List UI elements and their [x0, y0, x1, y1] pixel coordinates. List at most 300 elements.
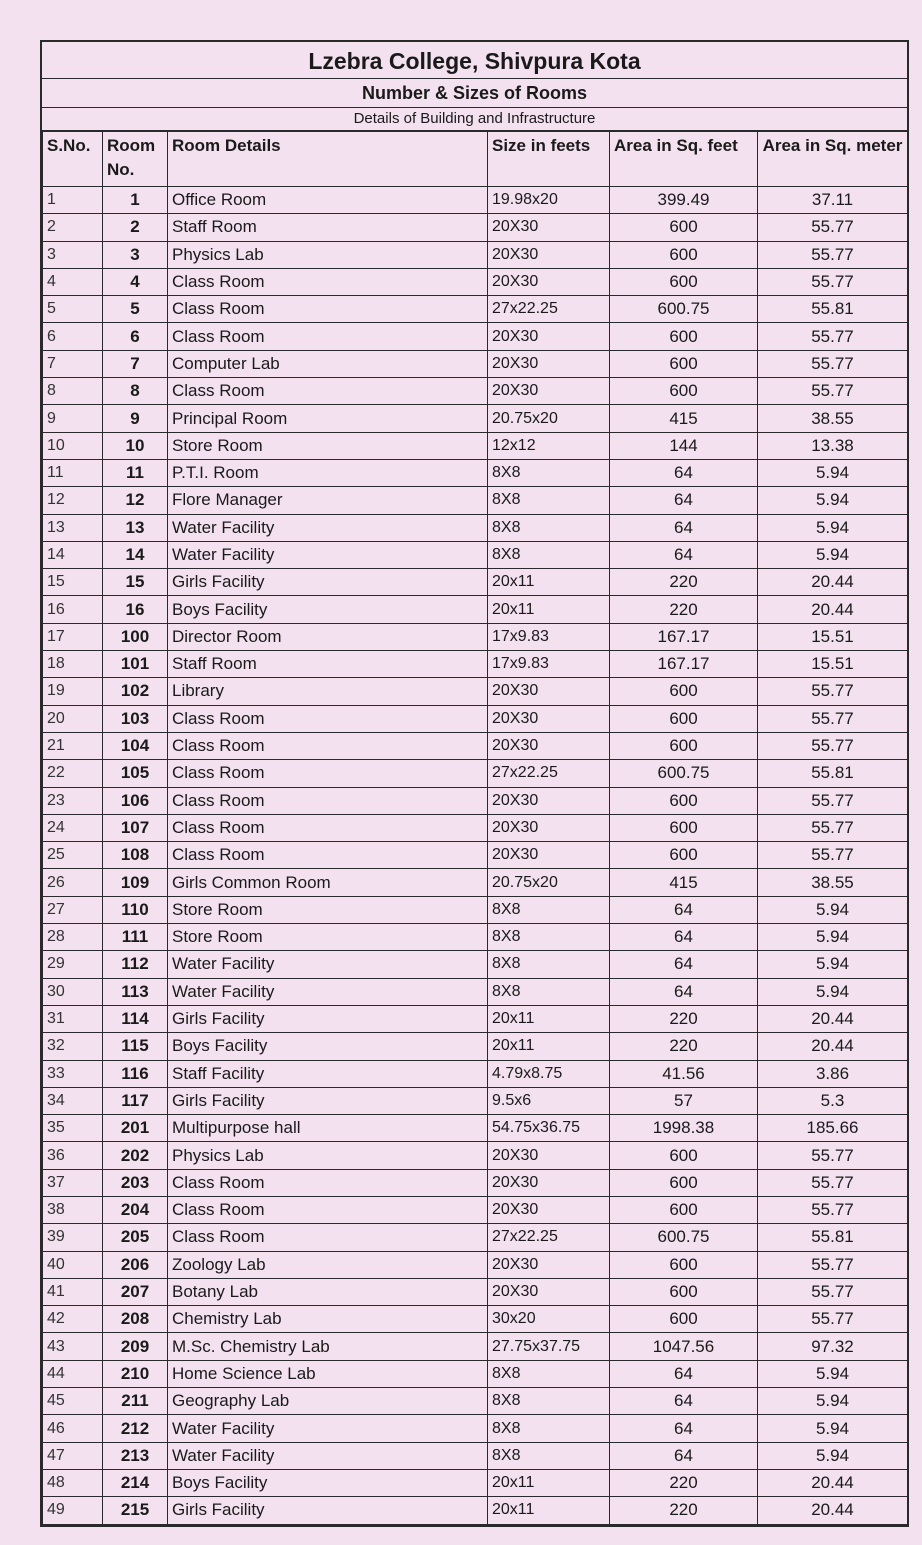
cell-room-no: 5 [103, 296, 168, 323]
cell-room-no: 109 [103, 869, 168, 896]
cell-sno: 19 [43, 678, 103, 705]
cell-room-no: 203 [103, 1169, 168, 1196]
cell-area-sqft: 600 [610, 1169, 758, 1196]
cell-room-no: 208 [103, 1306, 168, 1333]
cell-area-sqm: 37.11 [758, 187, 908, 214]
cell-area-sqm: 15.51 [758, 623, 908, 650]
cell-sno: 25 [43, 842, 103, 869]
cell-area-sqft: 64 [610, 978, 758, 1005]
cell-area-sqm: 55.77 [758, 323, 908, 350]
cell-room-details: Class Room [168, 1224, 488, 1251]
cell-area-sqm: 5.94 [758, 514, 908, 541]
table-row [43, 1333, 908, 1360]
cell-area-sqft: 600 [610, 268, 758, 295]
cell-sno: 5 [43, 296, 103, 323]
cell-room-no: 4 [103, 268, 168, 295]
cell-size: 20x11 [488, 1469, 610, 1496]
cell-area-sqm: 20.44 [758, 569, 908, 596]
table-row [43, 1497, 908, 1524]
cell-room-no: 12 [103, 487, 168, 514]
table-row [43, 1306, 908, 1333]
table-row [43, 1278, 908, 1305]
table-row [43, 241, 908, 268]
table-row [43, 541, 908, 568]
cell-area-sqft: 144 [610, 432, 758, 459]
cell-area-sqm: 55.77 [758, 241, 908, 268]
cell-size: 27x22.25 [488, 760, 610, 787]
cell-area-sqft: 600 [610, 214, 758, 241]
document-caption: Details of Building and Infrastructure [42, 108, 907, 131]
cell-sno: 22 [43, 760, 103, 787]
cell-size: 20x11 [488, 1005, 610, 1032]
cell-room-no: 13 [103, 514, 168, 541]
cell-area-sqm: 5.94 [758, 487, 908, 514]
cell-size: 19.98x20 [488, 187, 610, 214]
cell-sno: 36 [43, 1142, 103, 1169]
cell-area-sqm: 5.94 [758, 951, 908, 978]
cell-size: 4.79x8.75 [488, 1060, 610, 1087]
cell-area-sqft: 220 [610, 596, 758, 623]
cell-room-details: Class Room [168, 842, 488, 869]
cell-size: 20X30 [488, 842, 610, 869]
cell-room-details: Water Facility [168, 541, 488, 568]
cell-room-no: 16 [103, 596, 168, 623]
col-header-area-sqm: Area in Sq. meter [758, 132, 908, 187]
cell-size: 20X30 [488, 1196, 610, 1223]
cell-room-details: Girls Facility [168, 1497, 488, 1524]
table-row [43, 1115, 908, 1142]
table-row [43, 432, 908, 459]
cell-area-sqft: 600 [610, 787, 758, 814]
cell-room-details: Class Room [168, 787, 488, 814]
cell-area-sqm: 38.55 [758, 869, 908, 896]
cell-sno: 4 [43, 268, 103, 295]
cell-room-details: Botany Lab [168, 1278, 488, 1305]
cell-size: 20x11 [488, 1497, 610, 1524]
cell-size: 20X30 [488, 214, 610, 241]
table-row [43, 214, 908, 241]
cell-room-details: Water Facility [168, 1415, 488, 1442]
cell-room-no: 205 [103, 1224, 168, 1251]
table-row [43, 378, 908, 405]
cell-area-sqm: 20.44 [758, 596, 908, 623]
cell-size: 20x11 [488, 596, 610, 623]
cell-area-sqft: 600 [610, 1142, 758, 1169]
cell-area-sqm: 55.77 [758, 1306, 908, 1333]
cell-room-details: Boys Facility [168, 596, 488, 623]
cell-area-sqft: 64 [610, 924, 758, 951]
cell-area-sqft: 1047.56 [610, 1333, 758, 1360]
table-row [43, 651, 908, 678]
cell-room-details: Staff Room [168, 651, 488, 678]
table-row [43, 1005, 908, 1032]
cell-area-sqft: 64 [610, 896, 758, 923]
table-row [43, 814, 908, 841]
cell-size: 20x11 [488, 569, 610, 596]
cell-room-no: 116 [103, 1060, 168, 1087]
cell-sno: 2 [43, 214, 103, 241]
cell-sno: 18 [43, 651, 103, 678]
cell-area-sqm: 15.51 [758, 651, 908, 678]
cell-size: 30x20 [488, 1306, 610, 1333]
table-row [43, 1442, 908, 1469]
cell-area-sqft: 64 [610, 1415, 758, 1442]
cell-room-details: Water Facility [168, 978, 488, 1005]
cell-sno: 29 [43, 951, 103, 978]
cell-area-sqft: 41.56 [610, 1060, 758, 1087]
cell-area-sqm: 5.94 [758, 1442, 908, 1469]
cell-size: 20X30 [488, 1278, 610, 1305]
cell-area-sqft: 64 [610, 459, 758, 486]
cell-room-no: 8 [103, 378, 168, 405]
cell-room-no: 100 [103, 623, 168, 650]
table-header [43, 132, 908, 187]
cell-room-details: Girls Facility [168, 569, 488, 596]
cell-size: 20X30 [488, 323, 610, 350]
cell-sno: 32 [43, 1033, 103, 1060]
cell-sno: 8 [43, 378, 103, 405]
cell-area-sqm: 20.44 [758, 1033, 908, 1060]
cell-room-details: Boys Facility [168, 1033, 488, 1060]
cell-area-sqm: 55.77 [758, 842, 908, 869]
cell-area-sqm: 20.44 [758, 1497, 908, 1524]
cell-sno: 33 [43, 1060, 103, 1087]
cell-area-sqm: 55.77 [758, 1169, 908, 1196]
cell-sno: 27 [43, 896, 103, 923]
cell-sno: 40 [43, 1251, 103, 1278]
cell-room-details: Class Room [168, 732, 488, 759]
cell-sno: 47 [43, 1442, 103, 1469]
table-row [43, 1196, 908, 1223]
cell-room-details: Store Room [168, 896, 488, 923]
cell-room-no: 107 [103, 814, 168, 841]
cell-sno: 28 [43, 924, 103, 951]
cell-area-sqft: 64 [610, 487, 758, 514]
cell-room-no: 3 [103, 241, 168, 268]
cell-room-no: 207 [103, 1278, 168, 1305]
cell-area-sqm: 55.81 [758, 296, 908, 323]
table-row [43, 1060, 908, 1087]
table-row [43, 1415, 908, 1442]
cell-sno: 21 [43, 732, 103, 759]
cell-size: 8X8 [488, 1360, 610, 1387]
table-row [43, 1469, 908, 1496]
cell-size: 8X8 [488, 1442, 610, 1469]
cell-room-no: 11 [103, 459, 168, 486]
cell-room-no: 209 [103, 1333, 168, 1360]
cell-room-details: Class Room [168, 268, 488, 295]
cell-room-no: 104 [103, 732, 168, 759]
cell-sno: 17 [43, 623, 103, 650]
cell-room-no: 102 [103, 678, 168, 705]
table-row [43, 1388, 908, 1415]
cell-room-details: Store Room [168, 924, 488, 951]
cell-area-sqm: 13.38 [758, 432, 908, 459]
cell-area-sqft: 1998.38 [610, 1115, 758, 1142]
cell-size: 20X30 [488, 1251, 610, 1278]
cell-room-details: Office Room [168, 187, 488, 214]
cell-size: 8X8 [488, 896, 610, 923]
cell-area-sqm: 5.94 [758, 1415, 908, 1442]
cell-sno: 11 [43, 459, 103, 486]
cell-room-no: 14 [103, 541, 168, 568]
cell-size: 20X30 [488, 705, 610, 732]
cell-room-no: 215 [103, 1497, 168, 1524]
cell-size: 27x22.25 [488, 1224, 610, 1251]
cell-sno: 48 [43, 1469, 103, 1496]
col-header-area-sqft: Area in Sq. feet [610, 132, 758, 187]
col-header-room-details: Room Details [168, 132, 488, 187]
cell-room-details: Computer Lab [168, 350, 488, 377]
cell-area-sqft: 220 [610, 1005, 758, 1032]
document-subtitle: Number & Sizes of Rooms [42, 79, 907, 108]
cell-area-sqm: 5.3 [758, 1087, 908, 1114]
cell-area-sqft: 220 [610, 1033, 758, 1060]
col-header-sno: S.No. [43, 132, 103, 187]
cell-room-no: 103 [103, 705, 168, 732]
cell-area-sqft: 600 [610, 814, 758, 841]
table-row [43, 459, 908, 486]
cell-sno: 34 [43, 1087, 103, 1114]
cell-room-no: 111 [103, 924, 168, 951]
cell-sno: 31 [43, 1005, 103, 1032]
cell-area-sqm: 55.77 [758, 268, 908, 295]
table-row [43, 924, 908, 951]
cell-area-sqft: 600 [610, 1251, 758, 1278]
cell-room-no: 9 [103, 405, 168, 432]
table-row [43, 678, 908, 705]
cell-size: 20X30 [488, 814, 610, 841]
cell-size: 27x22.25 [488, 296, 610, 323]
cell-area-sqm: 55.77 [758, 787, 908, 814]
cell-area-sqm: 55.77 [758, 678, 908, 705]
cell-area-sqft: 64 [610, 541, 758, 568]
cell-size: 20.75x20 [488, 405, 610, 432]
cell-sno: 6 [43, 323, 103, 350]
cell-sno: 13 [43, 514, 103, 541]
cell-area-sqft: 167.17 [610, 623, 758, 650]
cell-area-sqm: 20.44 [758, 1005, 908, 1032]
cell-room-no: 108 [103, 842, 168, 869]
cell-room-details: Staff Facility [168, 1060, 488, 1087]
cell-room-details: Girls Common Room [168, 869, 488, 896]
cell-room-details: Class Room [168, 814, 488, 841]
table-row [43, 405, 908, 432]
table-row [43, 842, 908, 869]
cell-sno: 20 [43, 705, 103, 732]
cell-room-details: P.T.I. Room [168, 459, 488, 486]
table-row [43, 1360, 908, 1387]
cell-room-no: 204 [103, 1196, 168, 1223]
cell-area-sqft: 220 [610, 569, 758, 596]
table-row [43, 1169, 908, 1196]
cell-sno: 46 [43, 1415, 103, 1442]
cell-room-details: Library [168, 678, 488, 705]
cell-size: 17x9.83 [488, 651, 610, 678]
cell-room-no: 211 [103, 1388, 168, 1415]
cell-sno: 37 [43, 1169, 103, 1196]
table-row [43, 1224, 908, 1251]
cell-room-no: 10 [103, 432, 168, 459]
cell-area-sqm: 5.94 [758, 924, 908, 951]
table-row [43, 187, 908, 214]
cell-room-details: Water Facility [168, 514, 488, 541]
cell-room-details: Girls Facility [168, 1087, 488, 1114]
cell-sno: 38 [43, 1196, 103, 1223]
table-row [43, 569, 908, 596]
cell-area-sqm: 55.77 [758, 705, 908, 732]
cell-area-sqft: 600 [610, 705, 758, 732]
cell-sno: 26 [43, 869, 103, 896]
cell-size: 20X30 [488, 350, 610, 377]
cell-sno: 12 [43, 487, 103, 514]
cell-area-sqft: 415 [610, 405, 758, 432]
cell-room-no: 15 [103, 569, 168, 596]
cell-sno: 41 [43, 1278, 103, 1305]
cell-sno: 30 [43, 978, 103, 1005]
cell-size: 20X30 [488, 378, 610, 405]
table-row [43, 350, 908, 377]
cell-area-sqft: 600 [610, 842, 758, 869]
cell-size: 8X8 [488, 1388, 610, 1415]
cell-room-details: Geography Lab [168, 1388, 488, 1415]
cell-area-sqm: 5.94 [758, 896, 908, 923]
cell-size: 8X8 [488, 951, 610, 978]
table-row [43, 705, 908, 732]
cell-room-no: 110 [103, 896, 168, 923]
cell-room-no: 105 [103, 760, 168, 787]
cell-size: 12x12 [488, 432, 610, 459]
cell-area-sqft: 600.75 [610, 760, 758, 787]
cell-room-no: 212 [103, 1415, 168, 1442]
cell-room-no: 115 [103, 1033, 168, 1060]
col-header-size: Size in feets [488, 132, 610, 187]
cell-room-no: 210 [103, 1360, 168, 1387]
cell-area-sqft: 167.17 [610, 651, 758, 678]
cell-room-no: 2 [103, 214, 168, 241]
cell-size: 27.75x37.75 [488, 1333, 610, 1360]
cell-room-details: Principal Room [168, 405, 488, 432]
table-row [43, 623, 908, 650]
cell-room-details: Class Room [168, 1196, 488, 1223]
cell-room-details: Store Room [168, 432, 488, 459]
cell-size: 20x11 [488, 1033, 610, 1060]
cell-area-sqm: 185.66 [758, 1115, 908, 1142]
cell-size: 8X8 [488, 541, 610, 568]
cell-room-details: M.Sc. Chemistry Lab [168, 1333, 488, 1360]
cell-size: 8X8 [488, 1415, 610, 1442]
cell-area-sqft: 220 [610, 1469, 758, 1496]
cell-area-sqft: 600 [610, 350, 758, 377]
cell-area-sqft: 57 [610, 1087, 758, 1114]
cell-area-sqm: 55.77 [758, 1196, 908, 1223]
cell-area-sqft: 600 [610, 678, 758, 705]
cell-area-sqm: 5.94 [758, 978, 908, 1005]
table-row [43, 268, 908, 295]
cell-area-sqft: 600 [610, 1196, 758, 1223]
table-row [43, 896, 908, 923]
cell-area-sqm: 20.44 [758, 1469, 908, 1496]
cell-room-details: Water Facility [168, 951, 488, 978]
table-row [43, 869, 908, 896]
table-row [43, 760, 908, 787]
cell-area-sqft: 600 [610, 732, 758, 759]
header-row [43, 132, 908, 187]
rooms-document [40, 40, 909, 1527]
cell-size: 20X30 [488, 1142, 610, 1169]
table-row [43, 1251, 908, 1278]
cell-room-details: Zoology Lab [168, 1251, 488, 1278]
table-row [43, 323, 908, 350]
cell-size: 20X30 [488, 241, 610, 268]
cell-size: 9.5x6 [488, 1087, 610, 1114]
cell-area-sqft: 399.49 [610, 187, 758, 214]
table-row [43, 1142, 908, 1169]
cell-area-sqft: 600.75 [610, 296, 758, 323]
cell-room-no: 101 [103, 651, 168, 678]
cell-area-sqm: 55.77 [758, 378, 908, 405]
cell-room-details: Flore Manager [168, 487, 488, 514]
cell-area-sqft: 600 [610, 323, 758, 350]
cell-size: 17x9.83 [488, 623, 610, 650]
cell-room-no: 6 [103, 323, 168, 350]
table-row [43, 978, 908, 1005]
cell-room-no: 114 [103, 1005, 168, 1032]
cell-room-no: 106 [103, 787, 168, 814]
cell-sno: 15 [43, 569, 103, 596]
cell-area-sqm: 55.77 [758, 732, 908, 759]
cell-area-sqm: 5.94 [758, 541, 908, 568]
cell-room-details: Class Room [168, 1169, 488, 1196]
cell-area-sqm: 55.81 [758, 760, 908, 787]
cell-room-details: Director Room [168, 623, 488, 650]
cell-area-sqm: 55.77 [758, 1142, 908, 1169]
cell-area-sqft: 64 [610, 1360, 758, 1387]
cell-sno: 14 [43, 541, 103, 568]
cell-area-sqm: 3.86 [758, 1060, 908, 1087]
cell-area-sqft: 415 [610, 869, 758, 896]
cell-sno: 10 [43, 432, 103, 459]
cell-area-sqft: 64 [610, 1388, 758, 1415]
cell-size: 8X8 [488, 487, 610, 514]
cell-room-details: Class Room [168, 296, 488, 323]
document-title: Lzebra College, Shivpura Kota [42, 42, 907, 79]
table-body [43, 187, 908, 1525]
cell-area-sqft: 600 [610, 241, 758, 268]
cell-sno: 24 [43, 814, 103, 841]
cell-room-no: 213 [103, 1442, 168, 1469]
cell-room-no: 202 [103, 1142, 168, 1169]
cell-sno: 42 [43, 1306, 103, 1333]
cell-room-details: Class Room [168, 323, 488, 350]
cell-room-no: 113 [103, 978, 168, 1005]
cell-area-sqft: 64 [610, 951, 758, 978]
cell-room-no: 7 [103, 350, 168, 377]
table-row [43, 1087, 908, 1114]
cell-sno: 39 [43, 1224, 103, 1251]
cell-room-details: Home Science Lab [168, 1360, 488, 1387]
cell-sno: 1 [43, 187, 103, 214]
cell-room-details: Boys Facility [168, 1469, 488, 1496]
cell-size: 8X8 [488, 978, 610, 1005]
cell-sno: 9 [43, 405, 103, 432]
table-row [43, 596, 908, 623]
table-row [43, 732, 908, 759]
cell-sno: 44 [43, 1360, 103, 1387]
cell-area-sqft: 600 [610, 1306, 758, 1333]
cell-area-sqft: 220 [610, 1497, 758, 1524]
table-row [43, 951, 908, 978]
